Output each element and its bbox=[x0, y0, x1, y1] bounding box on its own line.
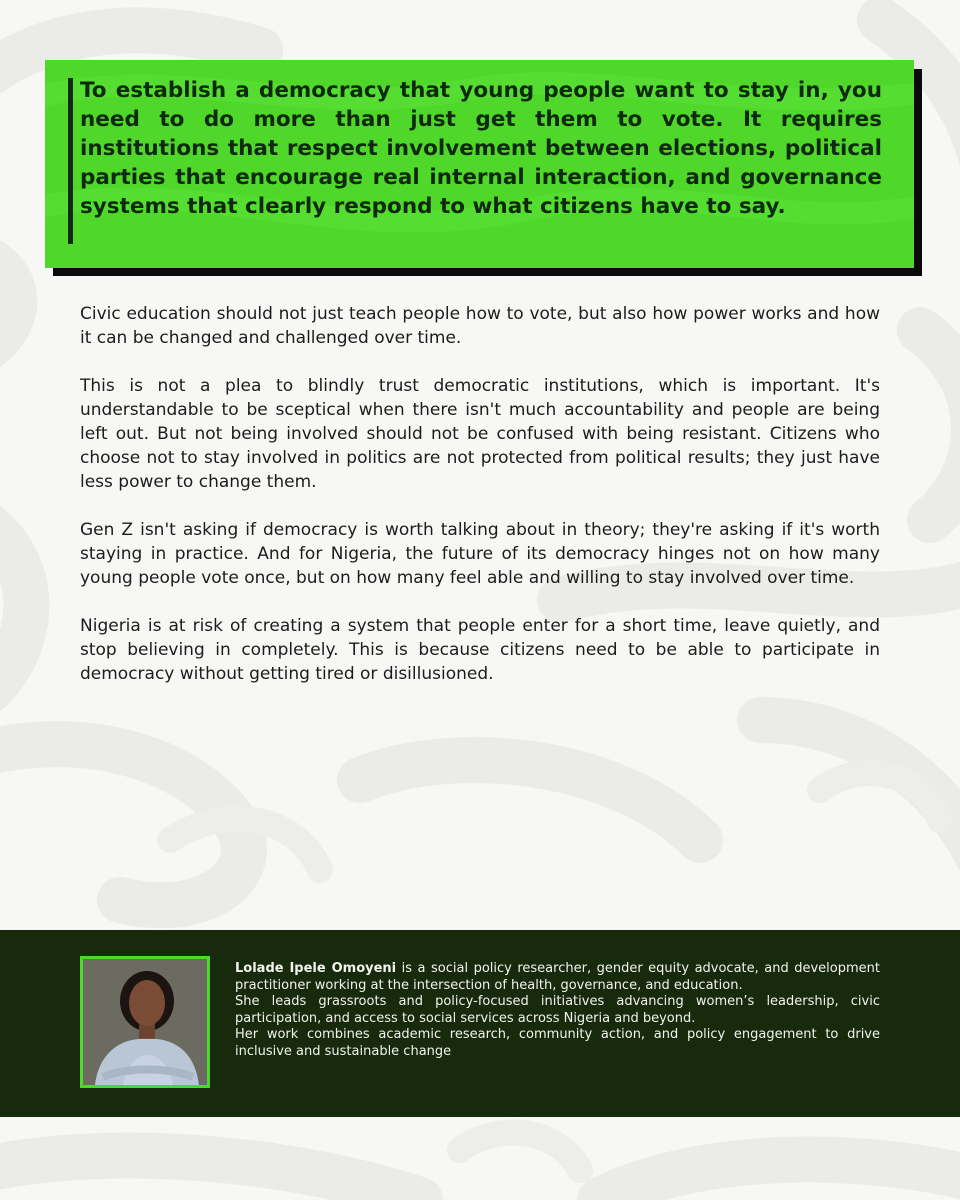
author-bio-band bbox=[0, 930, 960, 1117]
article-paragraph: Gen Z isn't asking if democracy is worth talking about in theory; they're asking if it's worth staying in practice. And for Nigeria, the future of its democracy hinges not on how many young people vote once, but on how many feel able and willing to stay involved over time. bbox=[80, 520, 880, 588]
author-photo bbox=[80, 956, 210, 1088]
bio-paragraph-1 bbox=[235, 961, 880, 994]
pull-quote-text: To establish a democracy that young people want to stay in, you need to do more than just get them to vote. It requires institutions that respect involvement between elections, political parties that encourage real internal interaction, and governance systems that clearly respond to what citizens have to say. bbox=[80, 78, 882, 219]
bio-paragraph-3: Her work combines academic research, community action, and policy engagement to drive inclusive and sustainable change bbox=[235, 1027, 880, 1059]
pull-quote-box bbox=[45, 60, 914, 268]
author-bio bbox=[235, 961, 880, 1060]
bio-intro: is a social policy researcher, gender equity advocate, and development practitioner working at the intersection of health, governance, and education. bbox=[235, 961, 880, 993]
article-paragraph: This is not a plea to blindly trust democratic institutions, which is important. It's understandable to be sceptical when there isn't much accountability and people are being left out. But not being involved should not be confused with being resistant. Citizens who choose not to stay involved in politics are not protected from political results; they just have less power to change them. bbox=[80, 376, 880, 492]
author-portrait-image bbox=[83, 959, 207, 1085]
bio-paragraph-2: She leads grassroots and policy-focused initiatives advancing women’s leadership, civic participation, and access to social services across Nigeria and beyond. bbox=[235, 994, 880, 1026]
author-name: Lolade Ipele Omoyeni bbox=[235, 961, 397, 976]
pull-quote-accent-bar bbox=[68, 78, 73, 244]
article-paragraph: Nigeria is at risk of creating a system that people enter for a short time, leave quietly, and stop believing in completely. This is because citizens need to be able to participate in democracy without getting tired or disillusioned. bbox=[80, 616, 880, 684]
article-paragraph: Civic education should not just teach people how to vote, but also how power works and how it can be changed and challenged over time. bbox=[80, 304, 880, 348]
article-body bbox=[80, 302, 880, 710]
